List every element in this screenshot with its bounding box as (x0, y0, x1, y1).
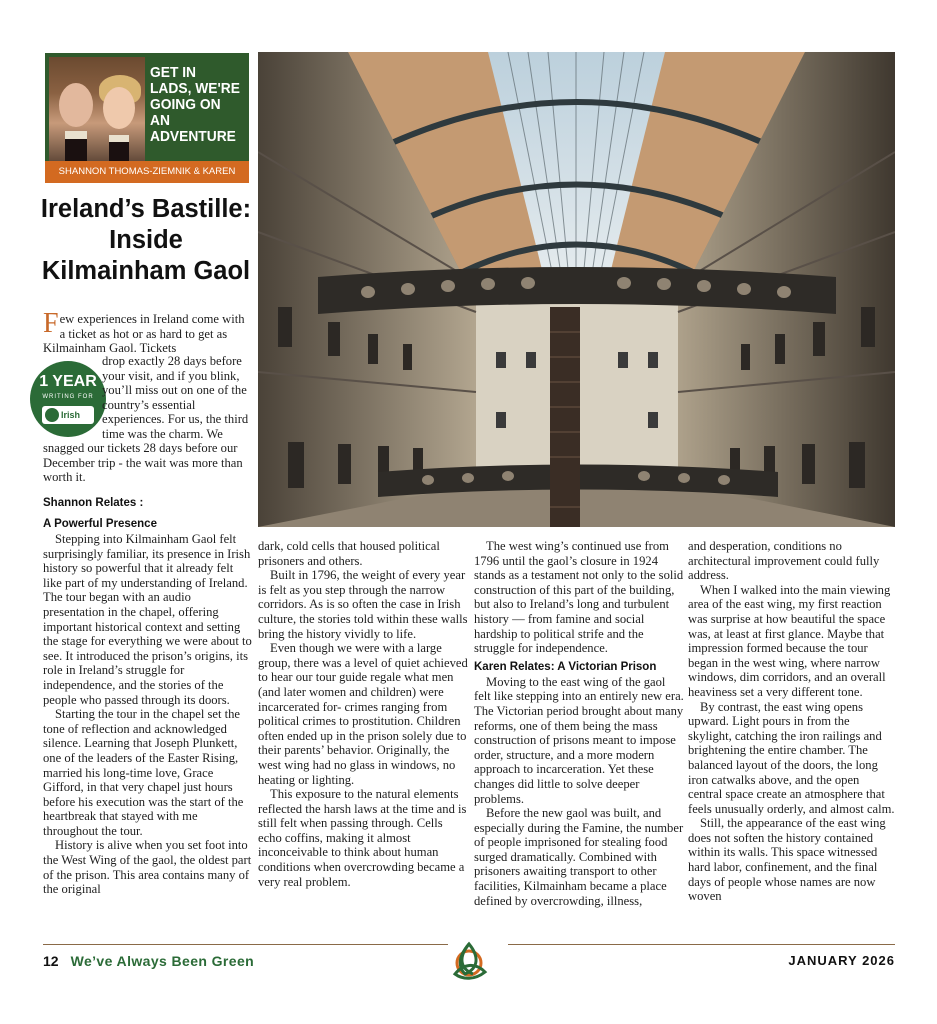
paragraph: Stepping into Kilmainham Gaol felt surprisingly familiar, its presence in Irish history so powerful that it already felt like part of my understanding of Ireland. The tour began with an audio presentation in the chapel, offering important historical context and setting the stage for everything we were about to see. It introduced the prison’s origins, its role in Ireland’s struggle for independence, and the stories of the people who passed through its doors. (43, 532, 252, 707)
badge-years: 1 YEAR (39, 373, 97, 390)
anniversary-badge (30, 361, 106, 437)
text-column-3 (474, 539, 684, 908)
paragraph: By contrast, the east wing opens upward. Light pours in from the skylight, catching the iron railings and brightening the entire chamber. The balanced layout of the doors, the long iron catwalks above, and the open central space create an atmosphere that feels unusually orderly, and almost calm. (688, 699, 895, 816)
shamrock-icon (45, 408, 59, 422)
intro-text-top: ew experiences in Ireland come with a ticket as hot or as hard to get as Kilmainham Gaol. Tickets (43, 312, 245, 356)
column-banner (45, 53, 249, 183)
text-column-2 (258, 539, 468, 889)
paragraph: This exposure to the natural elements reflected the harsh laws at the time and is still felt when passing through. Cells echo coffins, making it almost inconceivable to think about human conditions when overcrowding became a very real problem. (258, 787, 467, 889)
paragraph: History is alive when you set foot into the West Wing of the gaol, the oldest part of the prison. This area contains many of the original (43, 838, 252, 897)
paragraph: dark, cold cells that housed political prisoners and others. (258, 539, 440, 568)
intro-text-bottom: snagged our tickets 28 days before our December trip - the wait was more than worth it. (43, 441, 243, 485)
celtic-trinity-knot-icon (445, 938, 493, 986)
authors-photo (49, 57, 145, 177)
intro-text-wrapped: drop exactly 28 days before your visit, and if you blink, you’ll miss out on one of the country’s essential experiences. For us, the third time was the charm. We (102, 354, 249, 441)
drop-cap: F (43, 308, 59, 339)
paragraph: When I walked into the main viewing area of the east wing, my first reaction was surprise at how beautiful the space was, at least at first glance. Maybe that impression formed because the tour began in the west wing, where narrow windows, dim corridors, and an overall heaviness set a very different tone. (688, 582, 891, 699)
kilmainham-east-wing-photo (258, 52, 895, 527)
publication-name: We’ve Always Been Green (70, 953, 255, 969)
badge-logo-text: Irish (61, 410, 81, 420)
paragraph: Built in 1796, the weight of every year is felt as you step through the narrow corridors. As is so often the case in Irish culture, the stories told within these walls bring the history vividly to life. (258, 568, 468, 641)
column-title: GET IN LADS, WE'RE GOING ON AN ADVENTURE (150, 64, 240, 145)
text-column-1 (43, 496, 253, 897)
section-heading-presence: A Powerful Presence (43, 518, 157, 530)
page-number: 12 (43, 953, 59, 969)
paragraph: Still, the appearance of the east wing does not soften the history contained within its walls. This space witnessed hard labor, confinement, and the final days of people whose names are now woven (688, 816, 886, 904)
intro-paragraph-top (43, 308, 253, 356)
issue-date: JANUARY 2026 (788, 953, 895, 968)
section-heading-karen: Karen Relates: A Victorian Prison (474, 660, 657, 673)
section-heading-shannon: Shannon Relates : (43, 497, 144, 509)
text-column-4 (688, 539, 896, 904)
irish-magazine-logo-icon (42, 406, 94, 424)
paragraph: Moving to the east wing of the gaol felt like stepping into an entirely new era. The Victorian period brought about many reforms, one of them being the mass construction of prisons meant to impose order, structure, and a more modern approach to incarceration. Yet these changes did little to solve deeper problems. (474, 674, 684, 806)
footer-rule-right (508, 944, 895, 945)
footer-publication (43, 952, 254, 970)
column-authors: SHANNON THOMAS-ZIEMNIK & KAREN (45, 161, 249, 183)
paragraph: Starting the tour in the chapel set the tone of reflection and acknowledged silence. Learning that Joseph Plunkett, one of the leaders of the Easter Rising, married his long-time love, Grace Gifford, in that very chapel just hours before his execution was the start of the heartbreak that stayed with me throughout the tour. (43, 707, 244, 838)
paragraph: The west wing’s continued use from 1796 until the gaol’s closure in 1924 stands as a testament not only to the solid construction of this part of the building, but also to Ireland’s long and turbulent history — from famine and social hardship to political strife and the struggle for independence. (474, 539, 684, 656)
badge-writing-for: WRITING FOR (42, 394, 94, 400)
paragraph: and desperation, conditions no architectural improvement could fully address. (688, 539, 880, 583)
paragraph: Before the new gaol was built, and especially during the Famine, the number of people imprisoned for stealing food surged dramatically. Combined with prisoners awaiting transport to other facilities, Kilmainham became a place defined by overcrowding, illness, (474, 806, 684, 908)
paragraph: Even though we were with a large group, there was a level of quiet achieved to hear our tour guide regale what men (and later women and children) were incarcerated for- crimes ranging from political crimes to prostitution. Children often ended up in the prison solely due to their parents’ behavior. Originally, the west wing had no glass in windows, no heating or lighting. (258, 641, 468, 787)
article-headline: Ireland’s Bastille: Inside Kilmainham Gaol (40, 195, 252, 285)
footer-rule-left (43, 944, 448, 945)
